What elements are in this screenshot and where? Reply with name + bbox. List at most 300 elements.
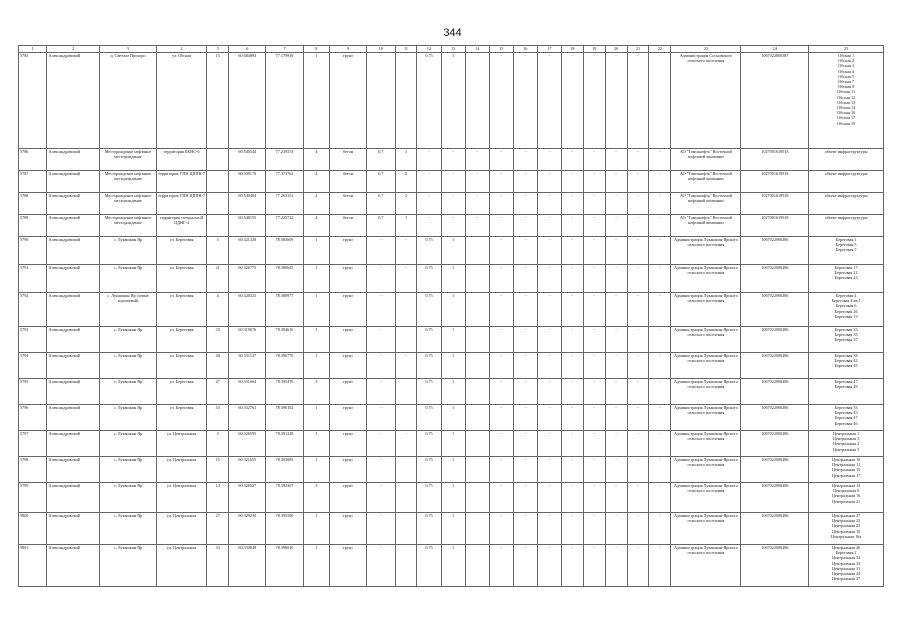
table-cell: 60.332761 [229, 405, 266, 431]
table-cell: 1 [441, 379, 465, 405]
table-cell: 60.331137 [229, 353, 266, 379]
table-cell: - [367, 545, 395, 587]
table-cell: ул. Береговая [156, 353, 206, 379]
table-cell: - [489, 215, 513, 237]
table-cell: - [537, 171, 561, 193]
table-cell: Администрация Лукашкин-Ярского сельского поселения [671, 237, 741, 265]
register-table [18, 45, 884, 587]
table-cell: - [537, 149, 561, 171]
table-cell: 5794 [19, 353, 47, 379]
table-cell: - [561, 237, 583, 265]
table-cell: - [417, 149, 441, 171]
table-cell: ул. Центральная [156, 483, 206, 513]
table-cell: 60.321438 [229, 237, 266, 265]
table-cell: - [367, 431, 395, 457]
table-cell: с. Лукашкин Яр [100, 431, 157, 457]
table-cell [395, 483, 417, 513]
table-cell: - [605, 171, 627, 193]
table-cell: 0,7 [367, 171, 395, 193]
table-cell: - [627, 171, 649, 193]
table-cell: АО "Томскнефть" Восточной нефтяной компании [671, 193, 741, 215]
table-cell: 60.319676 [229, 327, 266, 353]
table-cell: - [489, 545, 513, 587]
column-header: 6 [229, 46, 266, 53]
table-cell: - [649, 353, 671, 379]
table-cell: 1 [441, 293, 465, 327]
table-cell: - [395, 237, 417, 265]
table-row [19, 171, 884, 193]
table-cell: ул. Центральная [156, 545, 206, 587]
table-cell [465, 545, 489, 587]
table-cell: - [367, 237, 395, 265]
table-cell: - [513, 457, 537, 483]
table-cell: 0,75 [417, 327, 441, 353]
table-cell: - [583, 545, 605, 587]
table-cell [395, 513, 417, 545]
table-cell: - [649, 53, 671, 149]
table-cell: 1067022000286 [741, 237, 809, 265]
column-header: 10 [367, 46, 395, 53]
table-cell: Месторождение нефтяное месторождение [100, 215, 157, 237]
table-cell: - [605, 513, 627, 545]
table-cell: - [537, 405, 561, 431]
table-cell: - [489, 457, 513, 483]
table-cell: - [649, 327, 671, 353]
table-row [19, 431, 884, 457]
table-cell: 60.330048 [229, 545, 266, 587]
address-line: Центральная 31 [832, 565, 861, 571]
table-cell: Месторождение нефтяное месторождение [100, 193, 157, 215]
table-cell [809, 171, 884, 193]
table-cell: - [395, 431, 417, 457]
address-line: Центральная 25 [832, 518, 861, 524]
address-line: Центральная 10 [832, 457, 861, 462]
table-cell: - [367, 353, 395, 379]
address-line: Центральная 16 [832, 528, 861, 534]
table-cell: 0.75 [417, 379, 441, 405]
table-cell: 1067022000286 [741, 483, 809, 513]
table-row [19, 327, 884, 353]
table-cell: - [367, 327, 395, 353]
table-cell: 1067022000286 [741, 545, 809, 587]
table-cell: - [649, 149, 671, 171]
table-cell: грунт [329, 545, 366, 587]
table-cell: Александровский [47, 53, 100, 149]
address-line: объект инфраструктуры [824, 193, 868, 198]
table-cell: - [561, 483, 583, 513]
table-cell: - [489, 327, 513, 353]
table-cell: - [537, 431, 561, 457]
table-cell: Александровский [47, 149, 100, 171]
table-cell [465, 379, 489, 405]
column-header: 2 [47, 46, 100, 53]
table-cell: 60.328527 [229, 483, 266, 513]
table-body [19, 53, 884, 587]
table-cell: - [537, 53, 561, 149]
table-cell: 1067022000286 [741, 353, 809, 379]
address-line: Центральная 17 [832, 472, 861, 478]
table-cell: 0.75 [417, 513, 441, 545]
table-cell: - [627, 53, 649, 149]
table-cell: 0.75 [417, 237, 441, 265]
table-cell: с. Лукашкин Яр [100, 379, 157, 405]
table-cell [395, 53, 417, 149]
address-line: Центральная 16 [832, 493, 861, 499]
column-header: 9 [329, 46, 366, 53]
table-cell: 5799 [19, 483, 47, 513]
table-cell: - [649, 483, 671, 513]
table-cell: - [605, 405, 627, 431]
table-cell: - [627, 405, 649, 431]
table-cell: 1 [303, 265, 329, 293]
table-row [19, 193, 884, 215]
table-cell: 5796 [19, 405, 47, 431]
table-cell: ул. Центральная [156, 431, 206, 457]
table-cell: с. Лукашкин Яр [100, 327, 157, 353]
table-cell: ул. Береговая [156, 237, 206, 265]
address-line: Береговая 46 [834, 420, 858, 426]
address-line: Обская 1 [838, 53, 855, 58]
table-cell: 5785 [19, 53, 47, 149]
table-cell: - [537, 483, 561, 513]
table-cell: - [561, 293, 583, 327]
table-cell [207, 215, 229, 237]
table-cell: 1067022000286 [741, 405, 809, 431]
table-cell: 60.540155 [229, 215, 266, 237]
table-cell: - [367, 457, 395, 483]
table-cell: грунт [329, 327, 366, 353]
table-cell [809, 265, 884, 293]
table-row [19, 215, 884, 237]
table-cell: Администрация Лукашкин-Ярского сельского поселения [671, 513, 741, 545]
table-cell: 78.380645 [266, 265, 303, 293]
table-cell: 0.75 [417, 431, 441, 457]
table-cell: 5792 [19, 293, 47, 327]
address-line: Обская 14 [837, 105, 856, 111]
table-cell: Администрация Лукашкин-Ярского сельского поселения [671, 431, 741, 457]
table-cell: 0.75 [417, 293, 441, 327]
table-cell: 1067022000286 [741, 265, 809, 293]
table-cell [207, 149, 229, 171]
address-line: Центральная 6 [833, 488, 860, 494]
table-cell: - [627, 545, 649, 587]
table-cell: 33 [207, 545, 229, 587]
table-cell: 1 [303, 545, 329, 587]
table-cell: - [605, 265, 627, 293]
table-cell: - [583, 149, 605, 171]
table-cell: - [605, 431, 627, 457]
table-cell: 0.75 [417, 545, 441, 587]
address-line: Береговая 49 [834, 384, 858, 390]
table-cell: - [583, 513, 605, 545]
table-cell: 1027001618918 [741, 215, 809, 237]
table-cell: - [561, 171, 583, 193]
table-cell: - [489, 379, 513, 405]
table-cell: - [583, 265, 605, 293]
table-cell [809, 431, 884, 457]
table-cell: с. Лукашкин Яр [100, 353, 157, 379]
address-line: Центральная 27 [832, 513, 861, 518]
table-cell: грунт [329, 513, 366, 545]
table-cell [809, 53, 884, 149]
table-cell: ул. Центральная [156, 513, 206, 545]
table-cell: - [627, 193, 649, 215]
table-cell: - [537, 457, 561, 483]
address-line: Обская 4 [838, 68, 855, 74]
table-row [19, 379, 884, 405]
table-cell: 1067022000286 [741, 457, 809, 483]
address-line: Центральная 14 [832, 483, 861, 488]
table-cell: - [627, 431, 649, 457]
table-cell: - [649, 545, 671, 587]
table-cell: 78.396770 [266, 353, 303, 379]
address-line: Береговая 37 [834, 337, 858, 343]
table-row [19, 545, 884, 587]
table-cell: Александровский [47, 405, 100, 431]
table-cell: 5798 [19, 457, 47, 483]
table-cell: 4 [303, 215, 329, 237]
table-cell: - [605, 379, 627, 405]
table-cell [809, 237, 884, 265]
table-cell: грунт [329, 483, 366, 513]
table-cell: 1067022000286 [741, 431, 809, 457]
table-cell: 78.396020 [266, 545, 303, 587]
table-cell: 78.396102 [266, 405, 303, 431]
table-cell: - [537, 215, 561, 237]
table-cell: - [561, 327, 583, 353]
table-cell: Администрация Лукашкин-Ярского сельского поселения [671, 545, 741, 587]
table-cell: - [513, 379, 537, 405]
address-line: объект инфраструктуры [824, 149, 868, 154]
table-cell: - [489, 483, 513, 513]
table-cell: - [489, 513, 513, 545]
table-cell: - [605, 149, 627, 171]
column-header: 14 [465, 46, 489, 53]
table-cell: - [627, 215, 649, 237]
table-cell: - [561, 53, 583, 149]
table-cell: 0.75 [417, 483, 441, 513]
table-cell: Администрация Лукашкин-Ярского сельского поселения [671, 379, 741, 405]
table-cell: - [441, 171, 465, 193]
table-cell: 1 [441, 353, 465, 379]
table-cell: - [627, 265, 649, 293]
table-cell: - [465, 149, 489, 171]
table-cell: АО "Томскнефть" Восточной нефтяной компании [671, 149, 741, 171]
table-cell: - [583, 483, 605, 513]
table-cell: - [583, 327, 605, 353]
address-line: Береговая 21 [834, 270, 858, 276]
address-line: Обская 3 [838, 63, 855, 69]
address-line: Центральная 15 [832, 467, 861, 473]
address-line: Береговая 4 кв.1 [831, 298, 861, 304]
table-cell: с. Лукашкин Яр [100, 457, 157, 483]
table-row [19, 53, 884, 149]
table-cell: 3 [395, 193, 417, 215]
table-cell: 1027001618918 [741, 149, 809, 171]
address-line: Обская 2 [838, 58, 855, 64]
table-cell: 5793 [19, 327, 47, 353]
table-cell: - [583, 353, 605, 379]
table-cell: - [561, 379, 583, 405]
table-cell: - [489, 53, 513, 149]
table-cell: 60.326775 [229, 265, 266, 293]
table-cell: 60.540544 [229, 149, 266, 171]
table-cell: 2 [395, 171, 417, 193]
table-cell: - [489, 265, 513, 293]
table-cell: 1 [441, 545, 465, 587]
table-cell [465, 457, 489, 483]
table-cell: с. Лукашкин Яр [100, 265, 157, 293]
column-header: 1 [19, 46, 47, 53]
table-cell: 1 [441, 237, 465, 265]
table-cell: 0.75 [417, 53, 441, 149]
address-line: Береговая 1 [835, 237, 857, 242]
table-cell [809, 513, 884, 545]
table-cell: 3 [207, 431, 229, 457]
address-line: Обская 19 [837, 120, 856, 126]
table-cell: - [489, 193, 513, 215]
address-line: Береговая 7 [835, 247, 857, 253]
address-line: Береговая 2 [835, 550, 857, 556]
table-cell: - [537, 353, 561, 379]
table-cell: - [513, 215, 537, 237]
table-cell: 5795 [19, 379, 47, 405]
table-cell: бетон [329, 171, 366, 193]
table-cell: ул. Береговая [156, 293, 206, 327]
table-cell: - [513, 353, 537, 379]
table-cell: 78.392367 [266, 483, 303, 513]
table-cell: 0,7 [367, 149, 395, 171]
table-cell [465, 265, 489, 293]
column-header: 25 [809, 46, 884, 53]
table-cell: АО "Томскнефть" Восточной нефтяной компании [671, 215, 741, 237]
table-cell: - [649, 457, 671, 483]
table-cell: бетон [329, 193, 366, 215]
page-number: 344 [443, 27, 462, 39]
table-cell: - [537, 193, 561, 215]
table-cell: - [561, 265, 583, 293]
table-cell: - [649, 379, 671, 405]
table-cell [465, 513, 489, 545]
table-cell: 60.684093 [229, 53, 266, 149]
address-line: Центральная 37 [832, 576, 861, 582]
table-cell: - [513, 405, 537, 431]
table-cell: - [649, 405, 671, 431]
address-line: Береговая 35 [834, 332, 858, 338]
table-cell [395, 379, 417, 405]
table-cell: 47 [207, 379, 229, 405]
table-cell: - [417, 171, 441, 193]
table-cell: - [367, 293, 395, 327]
table-cell: 1 [441, 513, 465, 545]
address-line: Береговая 23 [834, 275, 858, 281]
table-cell: - [583, 379, 605, 405]
address-line: объект инфраструктуры [824, 215, 868, 220]
table-cell: - [367, 405, 395, 431]
table-cell: 4 [207, 293, 229, 327]
table-cell: 0.75 [417, 353, 441, 379]
table-cell: Александровский [47, 265, 100, 293]
table-row [19, 237, 884, 265]
column-header: 16 [513, 46, 537, 53]
table-cell: - [561, 405, 583, 431]
table-cell: - [583, 53, 605, 149]
table-cell: Александровский [47, 293, 100, 327]
table-cell: Александровский [47, 193, 100, 215]
table-cell [809, 293, 884, 327]
table-cell: 4 [303, 193, 329, 215]
table-cell: - [465, 215, 489, 237]
table-cell: - [465, 193, 489, 215]
table-cell: - [417, 193, 441, 215]
table-cell [395, 293, 417, 327]
table-cell: 78.383609 [266, 237, 303, 265]
table-cell [809, 457, 884, 483]
table-cell: 0.75 [417, 265, 441, 293]
table-row [19, 513, 884, 545]
table-cell: - [367, 513, 395, 545]
address-line: Обская 11 [837, 89, 856, 95]
table-cell: - [537, 327, 561, 353]
table-cell: - [583, 215, 605, 237]
table-cell: - [465, 171, 489, 193]
table-cell: 53 [207, 405, 229, 431]
address-line: Обская 5 [838, 73, 855, 79]
table-cell: - [605, 193, 627, 215]
address-line: Центральная 2 [833, 441, 860, 447]
table-cell: - [649, 293, 671, 327]
table-cell [395, 457, 417, 483]
table-cell: 1067022000387 [741, 53, 809, 149]
address-line: Береговая 4 [835, 293, 857, 298]
table-cell: 14 [207, 483, 229, 513]
table-cell: - [605, 327, 627, 353]
table-cell: - [513, 171, 537, 193]
table-cell: с. Лукашкин Яр (левые хорошевой) [100, 293, 157, 327]
table-cell: 1 [441, 265, 465, 293]
table-cell: - [441, 215, 465, 237]
table-cell: территория БКНС-6 [156, 149, 206, 171]
table-cell: - [513, 293, 537, 327]
address-line: объект инфраструктуры [824, 171, 868, 176]
table-cell: - [513, 327, 537, 353]
column-header: 24 [741, 46, 809, 53]
table-cell: - [649, 193, 671, 215]
table-cell: - [605, 545, 627, 587]
table-cell: - [537, 265, 561, 293]
table-cell: 0.75 [417, 457, 441, 483]
column-header: 18 [561, 46, 583, 53]
table-cell: - [513, 265, 537, 293]
table-cell: 1 [441, 53, 465, 149]
table-cell: - [627, 513, 649, 545]
table-cell: Александровский [47, 431, 100, 457]
table-cell: 78.395476 [266, 379, 303, 405]
table-cell: - [627, 353, 649, 379]
table-cell: 15 [207, 457, 229, 483]
address-line: Центральная 24 [832, 571, 861, 577]
table-cell: грунт [329, 237, 366, 265]
column-header: 20 [605, 46, 627, 53]
table-cell: 1067022000286 [741, 327, 809, 353]
table-cell [395, 327, 417, 353]
table-cell: - [583, 193, 605, 215]
table-cell: 1 [441, 431, 465, 457]
table-cell: 1 [303, 293, 329, 327]
table-cell: 77.265151 [266, 193, 303, 215]
table-cell: 60.320325 [229, 293, 266, 327]
table-cell: 0,7 [367, 215, 395, 237]
